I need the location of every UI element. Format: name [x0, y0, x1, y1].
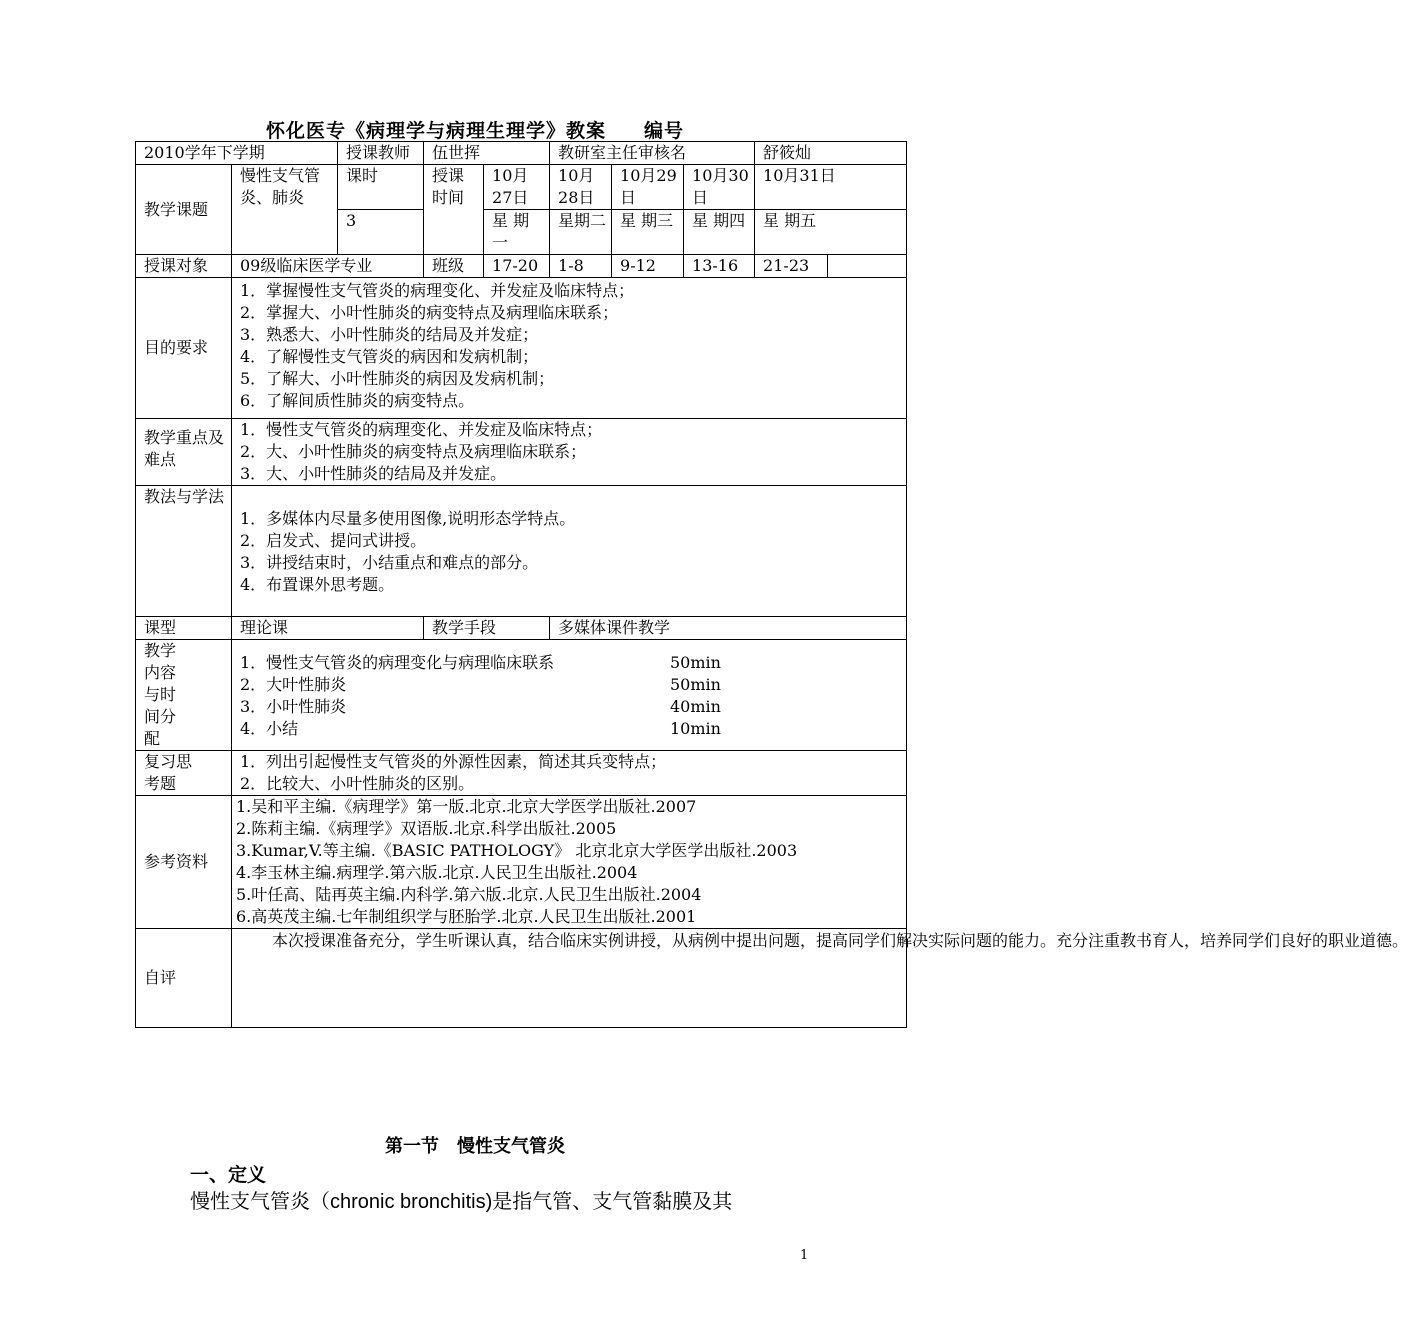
content-topic: 4．小结 [240, 719, 299, 738]
body-suffix: 是指气管、支气管黏膜及其 [492, 1189, 733, 1213]
objectives-label: 目的要求 [136, 278, 232, 419]
list-item: 1．慢性支气管炎的病理变化、并发症及临床特点； [240, 420, 603, 439]
list-item [240, 696, 902, 718]
list-item: 5．了解大、小叶性肺炎的病因及发病机制； [240, 369, 555, 388]
key-points-list [232, 419, 907, 486]
self-eval-text: 本次授课准备充分，学生听课认真，结合临床实例讲授，从病例中提出问题，提高同学们解决实际问题的能力。充分注重教书育人，培养同学们良好的职业道德。 [232, 929, 907, 1028]
teaching-means-value: 多媒体课件教学 [550, 617, 907, 640]
topic-label: 教学课题 [136, 165, 232, 255]
key-points-label: 教学重点及难点 [136, 419, 232, 486]
class-cell: 13-16 [684, 255, 755, 278]
class-cell: 21-23 [755, 255, 828, 278]
page-number: 1 [800, 1248, 809, 1263]
date-cell: 10月31日 [755, 165, 907, 210]
content-time: 50min [670, 675, 721, 694]
objectives-list [232, 278, 907, 419]
review-label [136, 751, 232, 796]
methods-list [232, 486, 907, 617]
list-item: 2．启发式、提问式讲授。 [240, 531, 427, 550]
content-time: 10min [670, 719, 721, 738]
teacher-label: 授课教师 [338, 142, 424, 165]
section-heading: 第一节 慢性支气管炎 [385, 1136, 565, 1157]
list-item: 4．布置课外思考题。 [240, 575, 395, 594]
reviewer-label: 教研室主任审核名 [550, 142, 755, 165]
list-item: 3．大、小叶性肺炎的结局及并发症。 [240, 464, 507, 483]
list-item: 3．讲授结束时，小结重点和难点的部分。 [240, 553, 539, 572]
content-label [136, 640, 232, 751]
content-list [232, 640, 907, 751]
content-topic: 1．慢性支气管炎的病理变化与病理临床联系 [240, 653, 555, 672]
list-item: 3．熟悉大、小叶性肺炎的结局及并发症； [240, 325, 539, 344]
audience-label: 授课对象 [136, 255, 232, 278]
audience-value: 09级临床医学专业 [232, 255, 424, 278]
document-title [0, 116, 950, 143]
list-item [240, 652, 902, 674]
weekday-cell: 星 期四 [684, 210, 755, 255]
list-item: 2．掌握大、小叶性肺炎的病变特点及病理临床联系； [240, 303, 619, 322]
methods-label: 教法与学法 [136, 486, 232, 617]
body-prefix: 慢性支气管炎（ [190, 1189, 330, 1213]
weekday-cell: 星期二 [550, 210, 612, 255]
number-label: 编号 [644, 120, 685, 142]
lesson-type-label: 课型 [136, 617, 232, 640]
list-item: 1．掌握慢性支气管炎的病理变化、并发症及临床特点； [240, 281, 635, 300]
class-cell: 9-12 [612, 255, 684, 278]
references-label: 参考资料 [136, 796, 232, 929]
lesson-type-value: 理论课 [232, 617, 424, 640]
hours-value: 3 [338, 210, 424, 255]
content-label-text: 教学内容与时间分配 [144, 641, 177, 748]
list-item: 3.Kumar,V.等主编.《BASIC PATHOLOGY》 北京北京大学医学出版社.2003 [236, 841, 798, 860]
self-eval-label: 自评 [136, 929, 232, 1028]
teacher-name: 伍世挥 [424, 142, 550, 165]
references-list [232, 796, 907, 929]
empty-cell [828, 255, 907, 278]
date-cell: 10月29日 [612, 165, 684, 210]
content-time: 40min [670, 697, 721, 716]
list-item: 2．大、小叶性肺炎的病变特点及病理临床联系； [240, 442, 587, 461]
term-cell: 2010学年下学期 [136, 142, 338, 165]
review-list [232, 751, 907, 796]
content-topic: 3．小叶性肺炎 [240, 697, 347, 716]
list-item: 6．了解间质性肺炎的病变特点。 [240, 391, 475, 410]
weekday-cell: 星 期一 [484, 210, 550, 255]
list-item: 1.吴和平主编.《病理学》第一版.北京.北京大学医学出版社.2007 [236, 797, 697, 816]
list-item: 1．列出引起慢性支气管炎的外源性因素，简述其兵变特点； [240, 752, 667, 771]
review-label-text: 复习思考题 [144, 752, 193, 793]
class-label: 班级 [424, 255, 484, 278]
lesson-plan-title: 怀化医专《病理学与病理生理学》教案 [265, 120, 606, 142]
topic-value: 慢性支气管炎、肺炎 [232, 165, 338, 255]
hours-label: 课时 [338, 165, 424, 210]
lesson-plan-table [135, 141, 1408, 1028]
list-item: 4．了解慢性支气管炎的病因和发病机制； [240, 347, 539, 366]
body-term: chronic bronchitis) [330, 1191, 493, 1213]
class-cell: 1-8 [550, 255, 612, 278]
section-body [190, 1185, 732, 1214]
weekday-cell: 星 期五 [755, 210, 907, 255]
class-cell: 17-20 [484, 255, 550, 278]
content-time: 50min [670, 653, 721, 672]
list-item: 5.叶任高、陆再英主编.内科学.第六版.北京.人民卫生出版社.2004 [236, 885, 702, 904]
list-item [240, 674, 902, 696]
teaching-time-label: 授课时间 [424, 165, 484, 255]
content-topic: 2．大叶性肺炎 [240, 675, 347, 694]
date-cell: 10月27日 [484, 165, 550, 210]
weekday-cell: 星 期三 [612, 210, 684, 255]
list-item [240, 718, 902, 740]
list-item: 2.陈莉主编.《病理学》双语版.北京.科学出版社.2005 [236, 819, 617, 838]
list-item: 2．比较大、小叶性肺炎的区别。 [240, 774, 475, 793]
list-item: 1．多媒体内尽量多使用图像,说明形态学特点。 [240, 509, 576, 528]
list-item: 6.高英茂主编.七年制组织学与胚胎学.北京.人民卫生出版社.2001 [236, 907, 697, 926]
date-cell: 10月28日 [550, 165, 612, 210]
reviewer-name: 舒筱灿 [755, 142, 907, 165]
date-cell: 10月30日 [684, 165, 755, 210]
section-subheading: 一、定义 [190, 1164, 267, 1186]
teaching-means-label: 教学手段 [424, 617, 550, 640]
list-item: 4.李玉林主编.病理学.第六版.北京.人民卫生出版社.2004 [236, 863, 638, 882]
